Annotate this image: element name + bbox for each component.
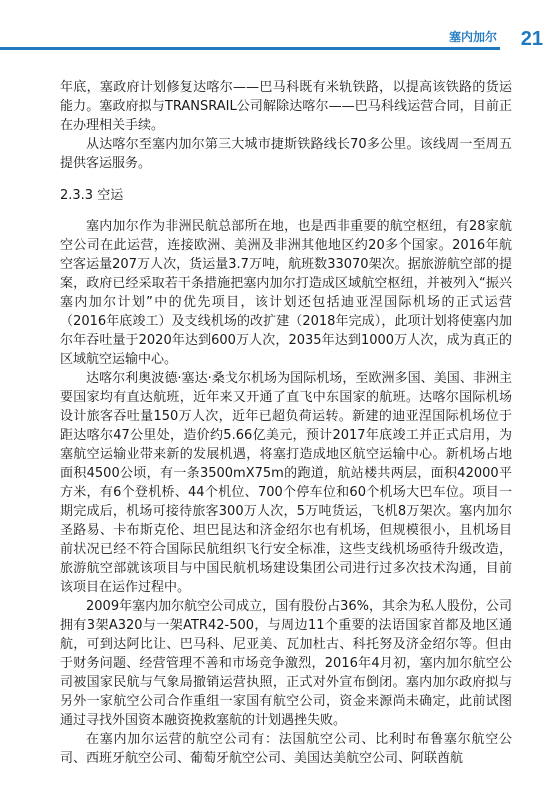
body-paragraph: 塞内加尔作为非洲民航总部所在地，也是西非重要的航空枢纽，有28家航空公司在此运营，连接欧洲、美洲及非洲其他地区约20多个国家。2016年航空客运量207万人次，货运量3.7万吨，航班数33070架次。据旅游航空部的提案，政府已经采取若干条措施把塞内加尔打造成区域航空枢纽，并被列入“振兴塞内加尔计划”中的优先项目，该计划还包括迪亚涅国际机场的正式运营（2016年底竣工）及支线机场的改扩建（2018年完成），此项计划将使塞内加尔年吞吐量于2020年达到600万人次，2035年达到1000万人次，成为真正的区域航空运输中心。	[60, 219, 512, 367]
section-heading: 2.3.3 空运	[60, 188, 124, 203]
body-paragraph: 在塞内加尔运营的航空公司有：法国航空公司、比利时布鲁塞尔航空公司、西班牙航空公司、葡萄牙航空公司、美国达美航空公司、阿联酋航	[60, 732, 512, 766]
body-paragraph: 达喀尔利奥波德·塞达·桑戈尔机场为国际机场，至欧洲多国、美国、非洲主要国家均有直达航班，近年来又开通了直飞中东国家的航班。达喀尔国际机场设计旅客吞吐量150万人次，近年已超负荷运转。新建的迪亚涅国际机场位于距达喀尔47公里处，造价约5.66亿美元，预计2017年底竣工并正式启用，为塞航空运输业带来新的发展机遇，将塞打造成地区航空运输中心。新机场占地面积4500公顷，有一条3500mX75m的跑道，航站楼共两层，面积42000平方米，有6个登机桥、44个机位、700个停车位和60个机场大巴车位。项目一期完成后，机场可接待旅客300万人次，5万吨货运，飞机8万架次。塞内加尔圣路易、卡布斯克伦、坦巴昆达和济金绍尔也有机场，但规模很小，且机场目前状况已经不符合国际民航组织飞行安全标准，这些支线机场亟待升级改造，旅游航空部就该项目与中国民航机场建设集团公司进行过多次技术沟通，目前该项目在运作过程中。	[60, 371, 512, 595]
continued-paragraph: 年底，塞政府计划修复达喀尔——巴马科既有米轨铁路，以提高该铁路的货运能力。塞政府拟与TRANSRAIL公司解除达喀尔——巴马科线运营合同，目前正在办理相关手续。	[60, 80, 512, 133]
page-number: 21	[520, 28, 543, 50]
page-header	[0, 0, 559, 48]
header-rule	[0, 47, 500, 50]
page-body	[60, 78, 512, 768]
running-header-title: 塞内加尔	[448, 30, 497, 44]
body-paragraph: 2009年塞内加尔航空公司成立，国有股份占36%，其余为私人股份，公司拥有3架A320与一架ATR42-500，与周边11个重要的法语国家首都及地区通航，可到达阿比让、巴马科、尼亚美、瓦加杜古、科托努及济金绍尔等。但由于财务问题、经营管理不善和市场竞争激烈，2016年4月初，塞内加尔航空公司被国家民航与气象局撤销运营执照，正式对外宣布倒闭。塞内加尔政府拟与另外一家航空公司合作重组一家国有航空公司，资金来源尚未确定，此前试图通过寻找外国资本融资挽救塞航的计划遇挫失败。	[60, 599, 512, 728]
rail-paragraph: 从达喀尔至塞内加尔第三大城市捷斯铁路线长70多公里。该线周一至周五提供客运服务。	[60, 137, 512, 171]
